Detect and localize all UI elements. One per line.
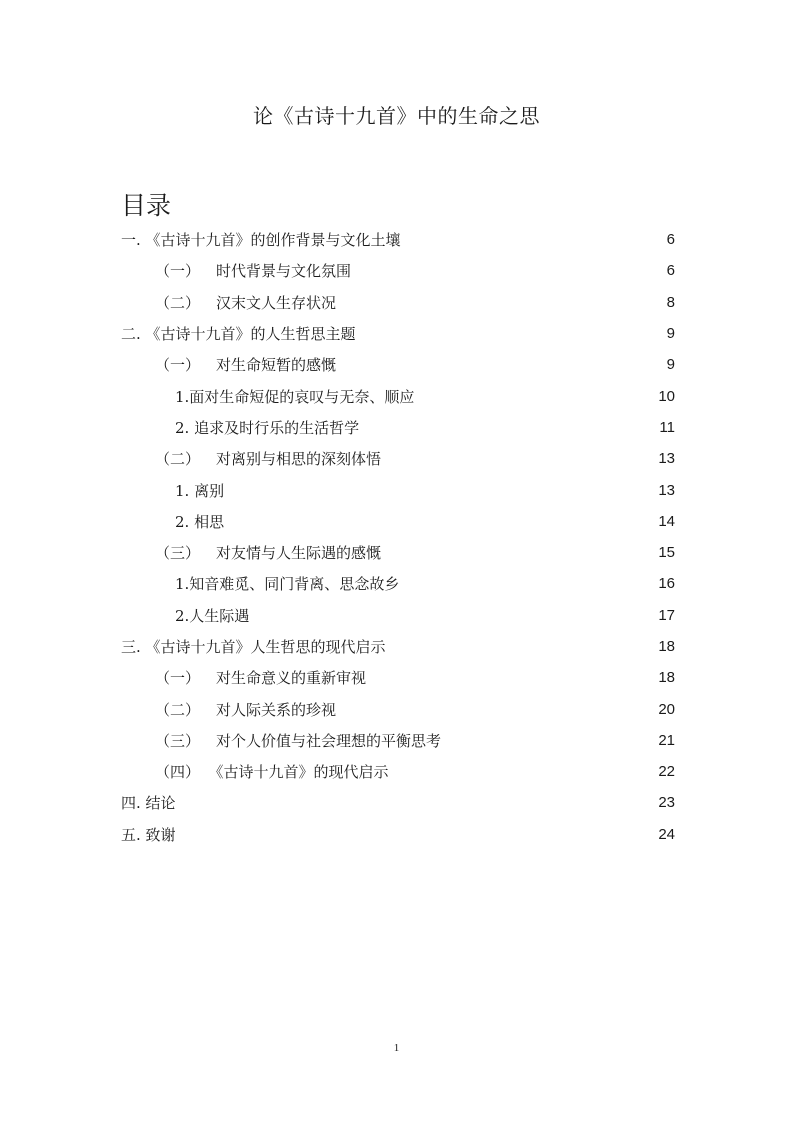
- toc-entry-page: 9: [666, 356, 675, 374]
- toc-entry[interactable]: [121, 506, 675, 537]
- toc-entry-page: 8: [666, 293, 675, 311]
- document-title: 论《古诗十九首》中的生命之思: [253, 104, 540, 128]
- toc-entry-title: [121, 417, 635, 438]
- toc-entry-page: 21: [658, 731, 675, 749]
- toc-entry[interactable]: [121, 600, 675, 631]
- toc-entry-title: [121, 511, 635, 532]
- toc-entry-page: 6: [666, 231, 675, 249]
- toc-entry-text: 汉末文人生存状况: [216, 293, 337, 312]
- toc-entry[interactable]: [121, 537, 675, 568]
- toc-entry-text: 对生命短暂的感慨: [216, 356, 337, 375]
- toc-entry-text: 时代背景与文化氛围: [216, 262, 352, 281]
- toc-entry[interactable]: [121, 349, 675, 380]
- toc-entry-title: [121, 229, 635, 250]
- toc-entry-text: 五. 致谢: [121, 825, 176, 844]
- toc-entry-title: [121, 573, 635, 594]
- toc-entry-title: [121, 542, 635, 563]
- toc-entry-number: （二）: [155, 700, 201, 719]
- toc-entry-text: 对友情与人生际遇的感慨: [216, 544, 382, 563]
- toc-entry-page: 9: [666, 325, 675, 343]
- toc-entry-number: （二）: [155, 450, 201, 469]
- toc-entry-title: [121, 636, 635, 657]
- toc-entry-text: 2. 追求及时行乐的生活哲学: [175, 418, 360, 437]
- toc-entry-page: 16: [658, 575, 675, 593]
- toc-entry-number: （一）: [155, 262, 201, 281]
- toc-entry[interactable]: [121, 631, 675, 662]
- toc-entry[interactable]: [121, 412, 675, 443]
- toc-entry-number: （三）: [155, 544, 201, 563]
- toc-entry-page: 15: [658, 544, 675, 562]
- toc-entry-title: [121, 761, 635, 782]
- toc-entry-number: （二）: [155, 293, 201, 312]
- toc-entry-page: 13: [658, 481, 675, 499]
- toc-entry-title: [121, 260, 635, 281]
- toc-entry[interactable]: [121, 787, 675, 818]
- toc-entry-text: 2. 相思: [175, 512, 225, 531]
- toc-entry-text: 对离别与相思的深刻体悟: [216, 450, 382, 469]
- toc-entry-text: 一. 《古诗十九首》的创作背景与文化土壤: [121, 231, 401, 250]
- toc-entry-title: [121, 792, 635, 813]
- toc-entry[interactable]: [121, 318, 675, 349]
- toc-entry-page: 13: [658, 450, 675, 468]
- toc-entry-title: [121, 605, 635, 626]
- toc-entry[interactable]: [121, 443, 675, 474]
- toc-entry-page: 18: [658, 638, 675, 655]
- toc-entry[interactable]: [121, 693, 675, 724]
- toc-entry-text: 2.人生际遇: [175, 606, 250, 625]
- toc-entry[interactable]: [121, 380, 675, 411]
- toc-entry-page: 17: [658, 606, 675, 624]
- toc-entry[interactable]: [121, 568, 675, 599]
- toc-entry-title: [121, 480, 635, 501]
- toc-entry-text: 1. 离别: [175, 481, 225, 500]
- toc-entry-text: 四. 结论: [121, 794, 176, 813]
- toc-entry-text: 对个人价值与社会理想的平衡思考: [216, 731, 442, 750]
- toc-entry-title: [121, 448, 635, 469]
- toc-entry-page: 24: [658, 825, 675, 843]
- toc-entry[interactable]: [121, 255, 675, 286]
- toc-entry-text: 对人际关系的珍视: [216, 700, 337, 719]
- toc-entry[interactable]: [121, 662, 675, 693]
- toc-entry-page: 22: [658, 763, 675, 781]
- toc-entry[interactable]: [121, 725, 675, 756]
- toc-entry-page: 23: [658, 794, 675, 812]
- toc-entry-page: 18: [658, 669, 675, 687]
- toc-entry-page: 14: [658, 512, 675, 530]
- toc-entry-title: [121, 824, 635, 845]
- table-of-contents: [121, 224, 675, 850]
- toc-entry-text: 二. 《古诗十九首》的人生哲思主题: [121, 325, 356, 344]
- page-number: 1: [393, 1042, 400, 1054]
- toc-entry-text: 对生命意义的重新审视: [216, 669, 367, 688]
- toc-entry-page: 6: [666, 262, 675, 280]
- toc-entry-number: （四）: [155, 763, 201, 782]
- toc-entry-title: [121, 354, 635, 375]
- toc-entry[interactable]: [121, 287, 675, 318]
- toc-entry-text: 三. 《古诗十九首》人生哲思的现代启示: [121, 638, 386, 656]
- toc-entry-title: [121, 323, 635, 344]
- toc-entry-title: [121, 730, 635, 751]
- toc-entry-page: 10: [658, 387, 675, 405]
- toc-entry-text: 《古诗十九首》的现代启示: [216, 763, 389, 782]
- toc-entry-number: （三）: [155, 731, 201, 750]
- toc-entry-title: [121, 386, 635, 407]
- toc-entry-page: 11: [659, 418, 675, 436]
- toc-entry-text: 1.知音难觅、同门背离、思念故乡: [175, 575, 400, 594]
- toc-heading: 目录: [121, 191, 172, 220]
- toc-entry-page: 20: [658, 700, 675, 718]
- toc-entry-title: [121, 667, 635, 688]
- toc-entry[interactable]: [121, 756, 675, 787]
- toc-entry-number: （一）: [155, 356, 201, 375]
- toc-entry[interactable]: [121, 819, 675, 850]
- toc-entry-text: 1.面对生命短促的哀叹与无奈、顺应: [175, 387, 415, 406]
- toc-entry-title: [121, 699, 635, 720]
- toc-entry[interactable]: [121, 474, 675, 505]
- toc-entry-title: [121, 292, 635, 313]
- toc-entry-number: （一）: [155, 669, 201, 688]
- toc-entry[interactable]: [121, 224, 675, 255]
